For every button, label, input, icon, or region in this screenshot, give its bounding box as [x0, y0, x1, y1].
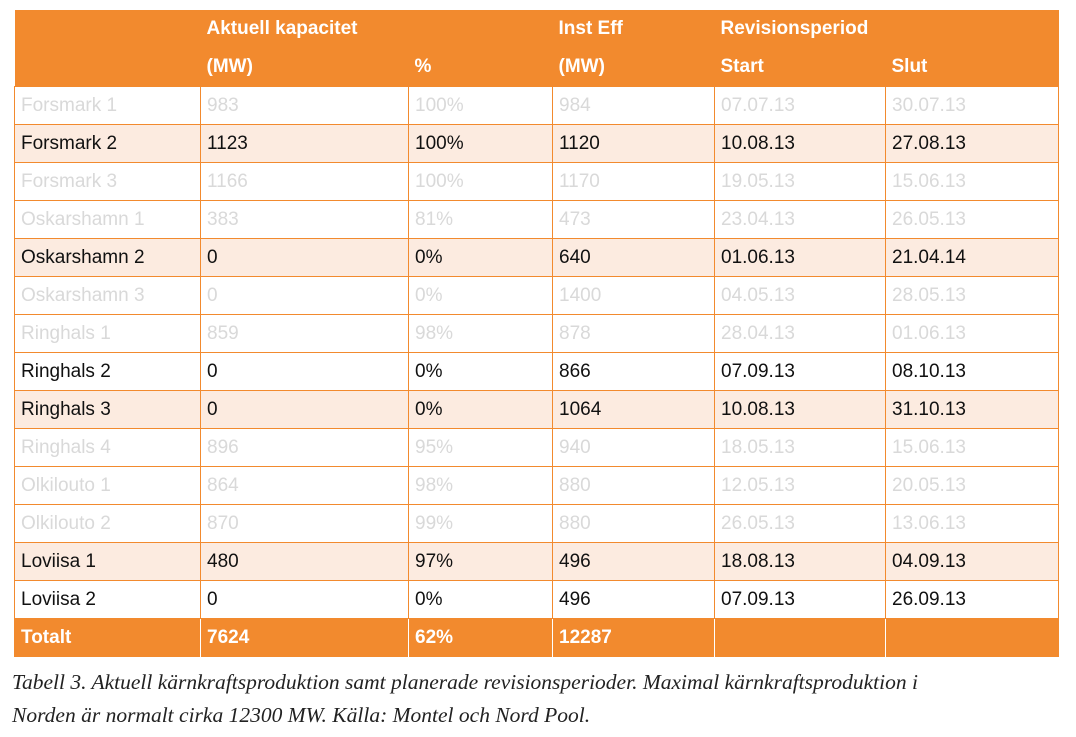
cell-start: 10.08.13 [715, 391, 886, 429]
cell-pct: 81% [409, 201, 553, 239]
cell-pct: 98% [409, 467, 553, 505]
cell-capacity: 0 [201, 391, 409, 429]
cell-inst: 473 [553, 201, 715, 239]
cell-end: 31.10.13 [886, 391, 1059, 429]
cell-inst: 984 [553, 87, 715, 125]
total-label: Totalt [15, 619, 201, 658]
cell-start: 04.05.13 [715, 277, 886, 315]
cell-capacity: 0 [201, 353, 409, 391]
cell-inst: 640 [553, 239, 715, 277]
header-cell [409, 10, 553, 48]
cell-start: 28.04.13 [715, 315, 886, 353]
table-row [15, 87, 1059, 125]
table-row [15, 543, 1059, 581]
header-cell: Aktuell kapacitet [201, 10, 409, 48]
cell-end: 28.05.13 [886, 277, 1059, 315]
cell-start: 18.05.13 [715, 429, 886, 467]
cell-pct: 0% [409, 353, 553, 391]
cell-pct: 98% [409, 315, 553, 353]
header-cell [886, 10, 1059, 48]
cell-start: 26.05.13 [715, 505, 886, 543]
table-row [15, 467, 1059, 505]
cell-end: 26.05.13 [886, 201, 1059, 239]
cell-inst: 878 [553, 315, 715, 353]
caption-line-2: Norden är normalt cirka 12300 MW. Källa: Montel och Nord Pool. [12, 703, 591, 727]
cell-pct: 0% [409, 277, 553, 315]
header-cell: % [409, 48, 553, 87]
cell-pct: 97% [409, 543, 553, 581]
cell-inst: 1120 [553, 125, 715, 163]
total-capacity: 7624 [201, 619, 409, 658]
header-cell: Start [715, 48, 886, 87]
header-row-2 [15, 48, 1059, 87]
table-row [15, 163, 1059, 201]
cell-capacity: 0 [201, 239, 409, 277]
cell-start: 23.04.13 [715, 201, 886, 239]
cell-inst: 1170 [553, 163, 715, 201]
cell-start: 07.09.13 [715, 581, 886, 619]
cell-start: 07.09.13 [715, 353, 886, 391]
table-row [15, 125, 1059, 163]
cell-inst: 496 [553, 581, 715, 619]
cell-inst: 1400 [553, 277, 715, 315]
table-row [15, 239, 1059, 277]
cell-capacity: 859 [201, 315, 409, 353]
cell-end: 13.06.13 [886, 505, 1059, 543]
cell-name: Ringhals 2 [15, 353, 201, 391]
header-cell: Slut [886, 48, 1059, 87]
table-row [15, 315, 1059, 353]
cell-inst: 940 [553, 429, 715, 467]
cell-inst: 866 [553, 353, 715, 391]
table-row [15, 201, 1059, 239]
cell-start: 19.05.13 [715, 163, 886, 201]
header-cell [15, 48, 201, 87]
cell-name: Olkilouto 1 [15, 467, 201, 505]
cell-pct: 100% [409, 87, 553, 125]
cell-end: 08.10.13 [886, 353, 1059, 391]
cell-end: 04.09.13 [886, 543, 1059, 581]
cell-inst: 496 [553, 543, 715, 581]
cell-end: 27.08.13 [886, 125, 1059, 163]
table-row [15, 391, 1059, 429]
cell-name: Oskarshamn 1 [15, 201, 201, 239]
cell-inst: 880 [553, 505, 715, 543]
table-row [15, 505, 1059, 543]
cell-capacity: 864 [201, 467, 409, 505]
cell-capacity: 983 [201, 87, 409, 125]
cell-inst: 1064 [553, 391, 715, 429]
header-cell: (MW) [201, 48, 409, 87]
total-end [886, 619, 1059, 658]
cell-end: 20.05.13 [886, 467, 1059, 505]
cell-pct: 0% [409, 239, 553, 277]
cell-end: 01.06.13 [886, 315, 1059, 353]
cell-name: Oskarshamn 3 [15, 277, 201, 315]
cell-name: Olkilouto 2 [15, 505, 201, 543]
cell-start: 12.05.13 [715, 467, 886, 505]
cell-capacity: 0 [201, 581, 409, 619]
table-row [15, 429, 1059, 467]
kernkraft-table [14, 10, 1059, 657]
total-row [15, 619, 1059, 658]
cell-name: Loviisa 2 [15, 581, 201, 619]
cell-end: 21.04.14 [886, 239, 1059, 277]
cell-name: Forsmark 1 [15, 87, 201, 125]
cell-name: Ringhals 3 [15, 391, 201, 429]
cell-start: 01.06.13 [715, 239, 886, 277]
cell-start: 10.08.13 [715, 125, 886, 163]
table-caption [12, 666, 1072, 732]
header-cell [15, 10, 201, 48]
cell-name: Forsmark 3 [15, 163, 201, 201]
cell-end: 26.09.13 [886, 581, 1059, 619]
cell-name: Loviisa 1 [15, 543, 201, 581]
cell-end: 30.07.13 [886, 87, 1059, 125]
header-row-1 [15, 10, 1059, 48]
cell-end: 15.06.13 [886, 163, 1059, 201]
cell-capacity: 870 [201, 505, 409, 543]
cell-name: Oskarshamn 2 [15, 239, 201, 277]
total-start [715, 619, 886, 658]
header-cell: Revisionsperiod [715, 10, 886, 48]
cell-capacity: 1123 [201, 125, 409, 163]
cell-capacity: 383 [201, 201, 409, 239]
cell-pct: 100% [409, 163, 553, 201]
cell-pct: 0% [409, 391, 553, 429]
cell-name: Ringhals 4 [15, 429, 201, 467]
cell-start: 18.08.13 [715, 543, 886, 581]
cell-capacity: 1166 [201, 163, 409, 201]
cell-pct: 0% [409, 581, 553, 619]
cell-capacity: 896 [201, 429, 409, 467]
header-cell: Inst Eff [553, 10, 715, 48]
total-inst: 12287 [553, 619, 715, 658]
cell-capacity: 480 [201, 543, 409, 581]
cell-capacity: 0 [201, 277, 409, 315]
cell-name: Ringhals 1 [15, 315, 201, 353]
cell-pct: 95% [409, 429, 553, 467]
total-pct: 62% [409, 619, 553, 658]
cell-name: Forsmark 2 [15, 125, 201, 163]
caption-line-1: Tabell 3. Aktuell kärnkraftsproduktion samt planerade revisionsperioder. Maximal kärnkraftsproduktion i [12, 670, 918, 694]
table-row [15, 581, 1059, 619]
cell-start: 07.07.13 [715, 87, 886, 125]
cell-end: 15.06.13 [886, 429, 1059, 467]
header-cell: (MW) [553, 48, 715, 87]
table-row [15, 353, 1059, 391]
table-row [15, 277, 1059, 315]
cell-pct: 99% [409, 505, 553, 543]
cell-inst: 880 [553, 467, 715, 505]
cell-pct: 100% [409, 125, 553, 163]
